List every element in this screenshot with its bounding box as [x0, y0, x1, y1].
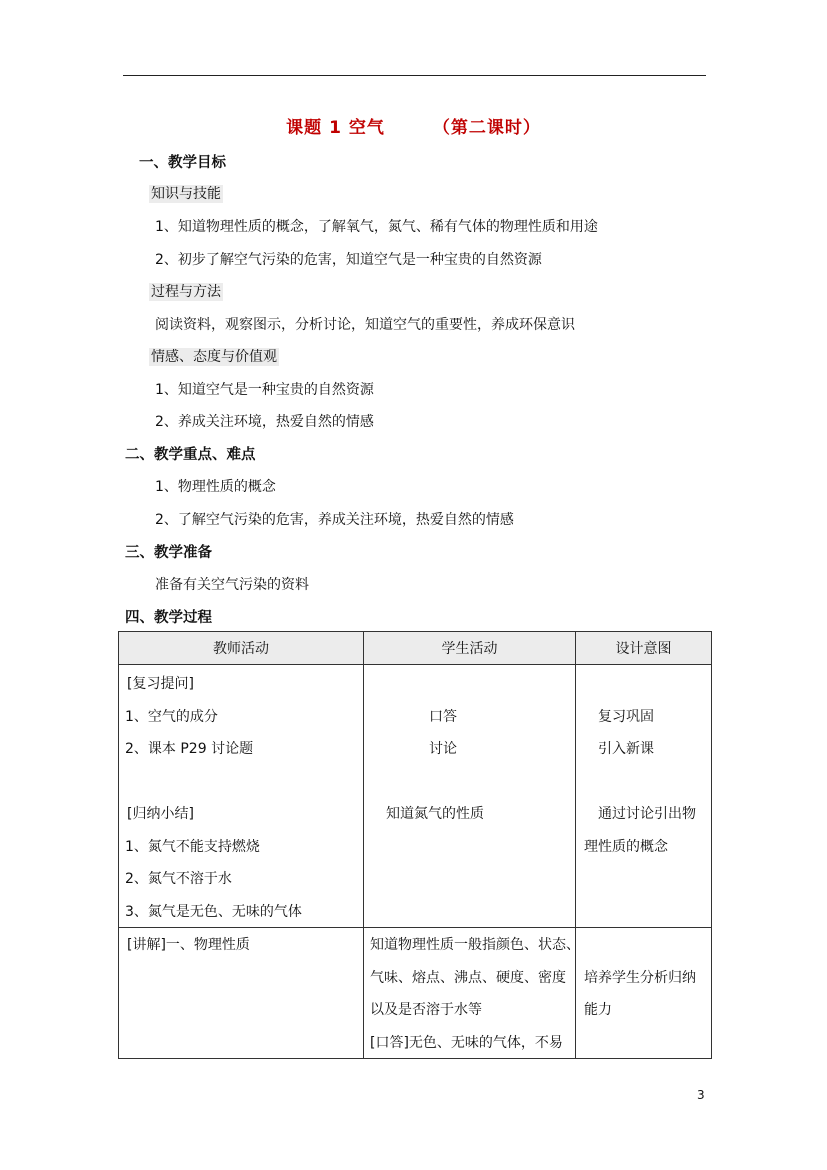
- column-header-student: 学生活动: [364, 632, 576, 665]
- table-row: [119, 665, 712, 928]
- cell-line: 通过讨论引出物: [598, 806, 696, 822]
- lesson-title-main: 课题 1 空气: [286, 118, 385, 138]
- cell-line: 口答: [429, 709, 457, 725]
- section-heading-process: 四、教学过程: [125, 610, 212, 626]
- column-header-intent: 设计意图: [576, 632, 712, 665]
- lesson-process-table: [118, 631, 712, 1059]
- student-cell: [364, 665, 576, 928]
- intent-cell: [576, 665, 712, 928]
- table-row: [119, 928, 712, 1059]
- goal-item: 1、知道物理性质的概念，了解氧气，氮气、稀有气体的物理性质和用途: [155, 219, 598, 235]
- page-number: 3: [697, 1088, 705, 1102]
- teacher-cell: [119, 665, 364, 928]
- goal-item: 阅读资料，观察图示，分析讨论，知道空气的重要性，养成环保意识: [155, 317, 575, 333]
- teacher-cell: [119, 928, 364, 1059]
- cell-line: 讨论: [429, 741, 457, 757]
- cell-line: 2、氮气不溶于水: [125, 871, 232, 887]
- cell-line: 复习巩固: [598, 709, 654, 725]
- subheading-process: 过程与方法: [151, 284, 221, 300]
- section-heading-prep: 三、教学准备: [125, 545, 212, 561]
- cell-line: [归纳小结]: [127, 806, 194, 822]
- intent-cell: [576, 928, 712, 1059]
- lesson-title-sub: （第二课时）: [432, 118, 541, 138]
- section-heading-goals: 一、教学目标: [139, 155, 226, 171]
- keypoint-item: 1、物理性质的概念: [155, 479, 276, 495]
- goal-item: 2、养成关注环境，热爱自然的情感: [155, 414, 374, 430]
- student-cell: [364, 928, 580, 1059]
- section-heading-keypoints: 二、教学重点、难点: [125, 447, 256, 463]
- subheading-knowledge: 知识与技能: [151, 186, 221, 202]
- column-header-teacher: 教师活动: [119, 632, 364, 665]
- lesson-title: [0, 113, 827, 138]
- subheading-emotion: 情感、态度与价值观: [151, 349, 277, 365]
- cell-line: 引入新课: [598, 741, 654, 757]
- cell-line: 气味、熔点、沸点、硬度、密度: [370, 970, 566, 986]
- cell-line: 理性质的概念: [584, 839, 668, 855]
- cell-line: 1、氮气不能支持燃烧: [125, 839, 260, 855]
- header-rule: [123, 75, 706, 76]
- keypoint-item: 2、了解空气污染的危害，养成关注环境，热爱自然的情感: [155, 512, 514, 528]
- cell-line: [讲解]一、物理性质: [127, 937, 250, 953]
- goal-item: 2、初步了解空气污染的危害，知道空气是一种宝贵的自然资源: [155, 252, 542, 268]
- cell-line: 知道氮气的性质: [386, 806, 484, 822]
- cell-line: 能力: [584, 1002, 612, 1018]
- cell-line: [口答]无色、无味的气体，不易: [370, 1035, 563, 1051]
- cell-line: 1、空气的成分: [125, 709, 218, 725]
- goal-item: 1、知道空气是一种宝贵的自然资源: [155, 382, 374, 398]
- cell-line: 培养学生分析归纳: [584, 970, 696, 986]
- cell-line: 知道物理性质一般指颜色、状态、: [370, 937, 580, 953]
- cell-line: 3、氮气是无色、无味的气体: [125, 904, 302, 920]
- cell-line: 2、课本 P29 讨论题: [125, 741, 254, 757]
- table-header-row: [119, 632, 712, 665]
- cell-line: 以及是否溶于水等: [370, 1002, 482, 1018]
- prep-item: 准备有关空气污染的资料: [155, 577, 309, 593]
- cell-line: [复习提问]: [127, 676, 194, 692]
